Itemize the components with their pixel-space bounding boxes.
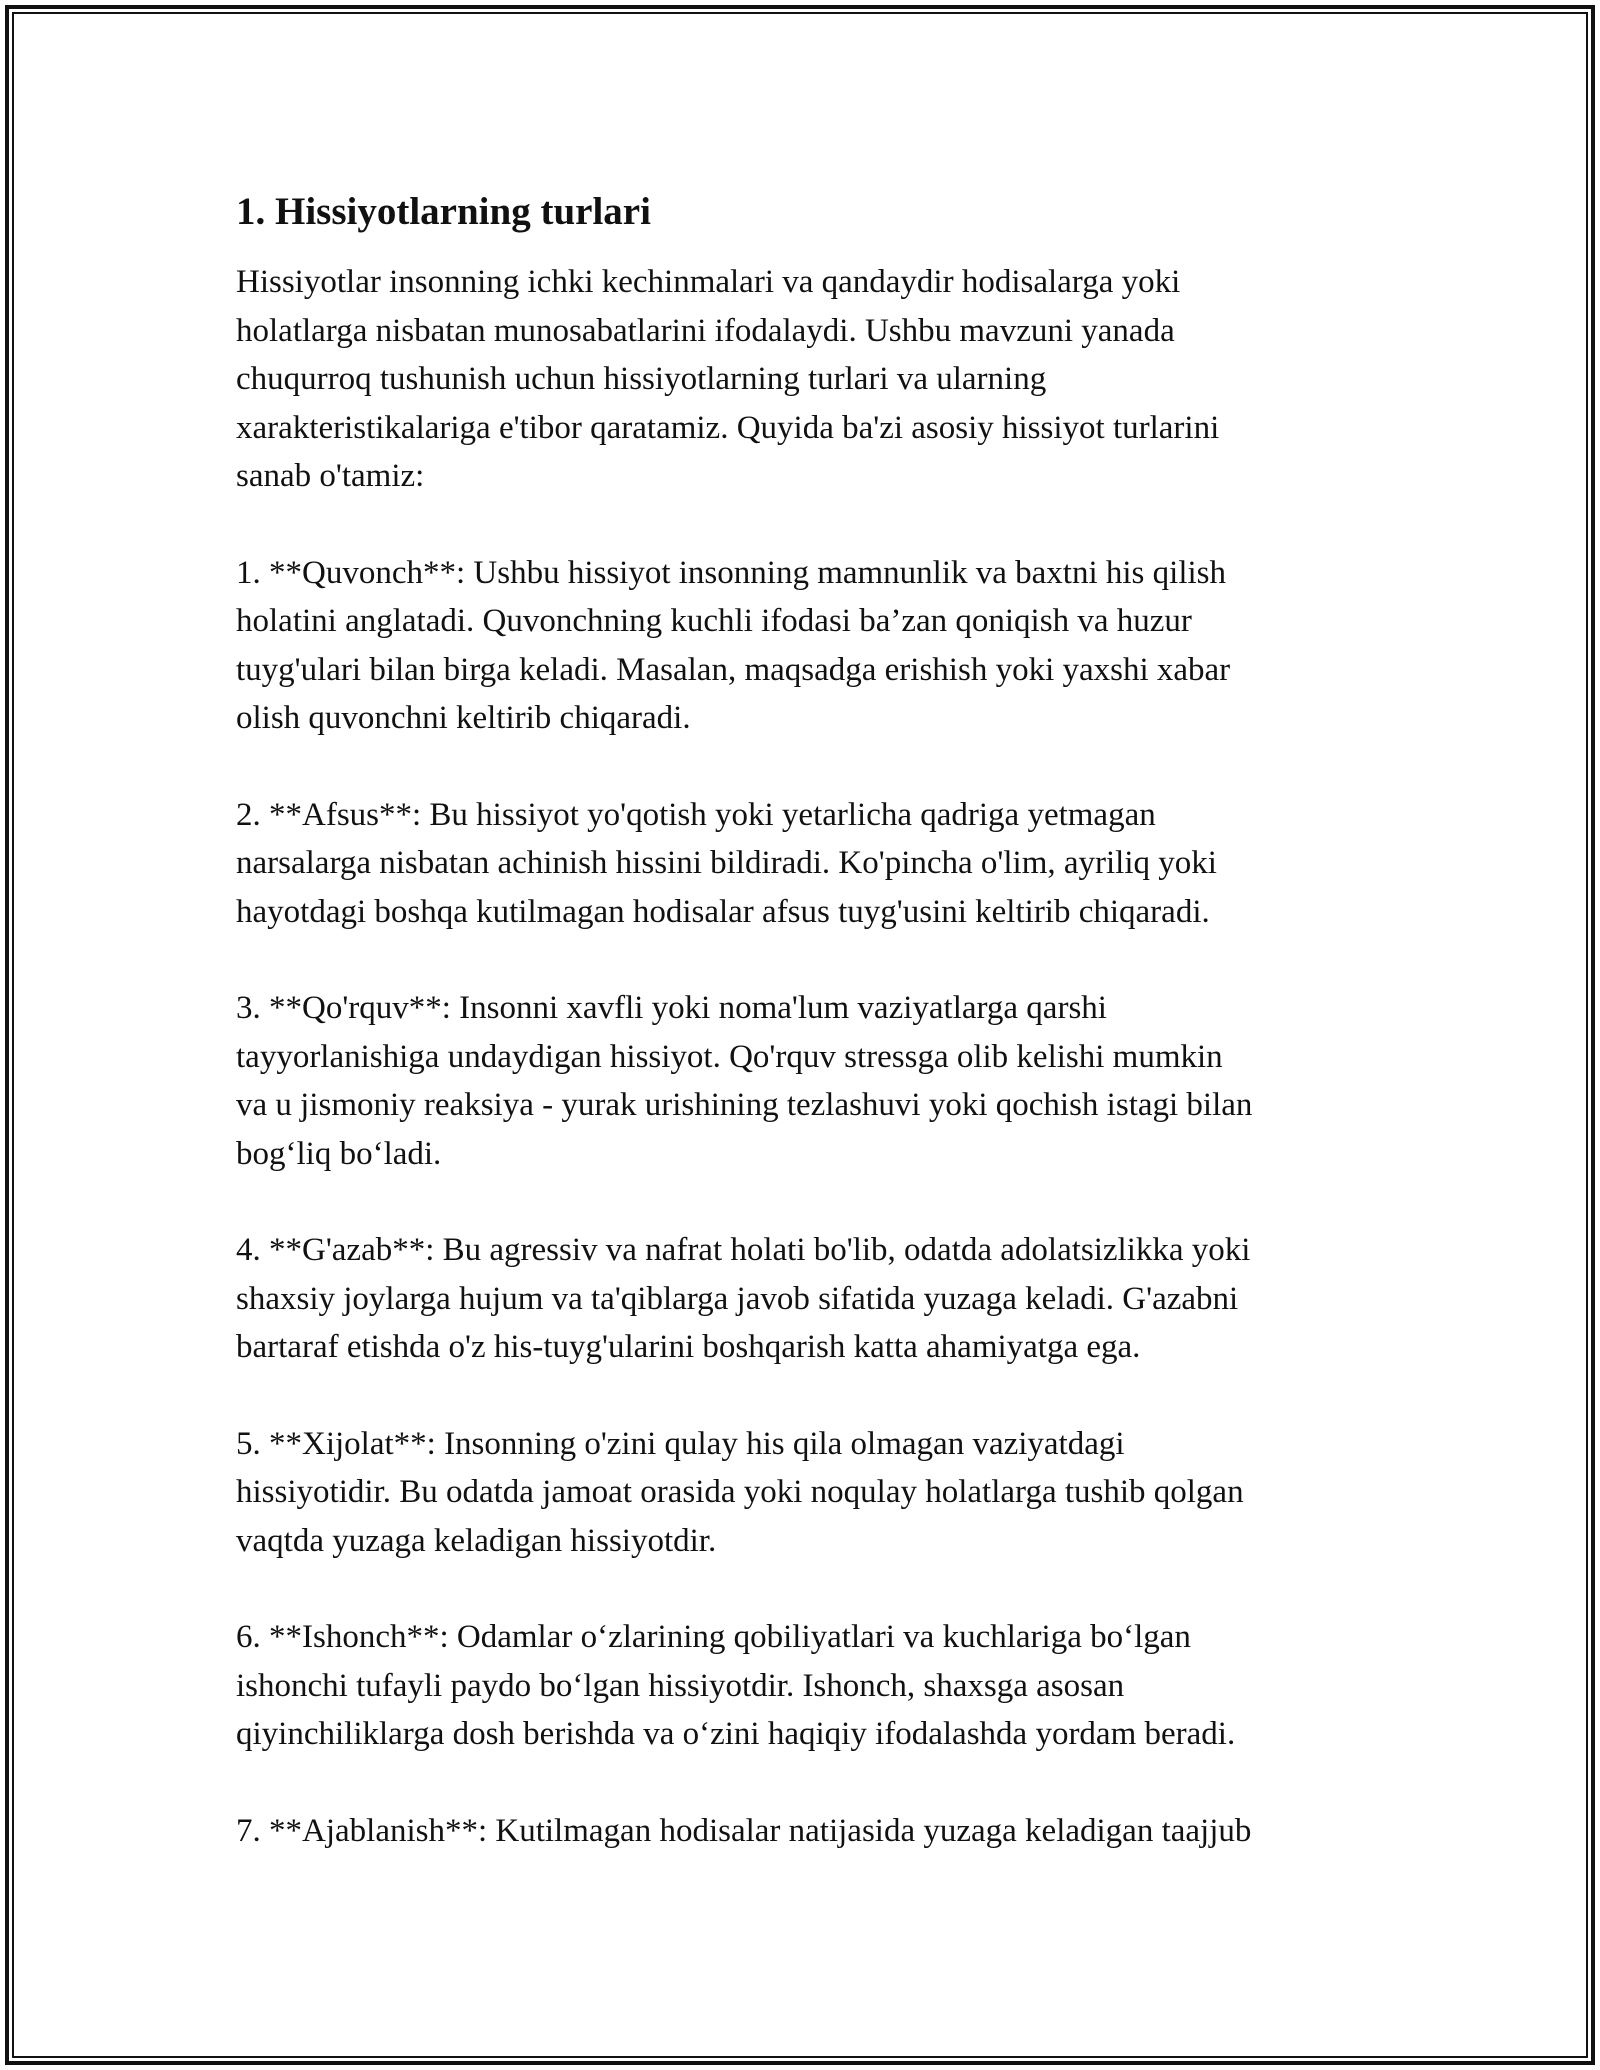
item-afsus: 2. **Afsus**: Bu hissiyot yo'qotish yoki yetarlicha qadriga yetmagan narsalarga nisbatan achinish hissini bildiradi. Ko'pincha o'lim, ayriliq yoki hayotdagi boshqa kutilmagan hodisalar afsus tuyg'usini keltirib chiqaradi. [236,796,1217,930]
item-gazab: 4. **G'azab**: Bu agressiv va nafrat holati bo'lib, odatda adolatsizlikka yoki shaxsiy joylarga hujum va ta'qiblarga javob sifatida yuzaga keladi. G'azabni bartaraf etishda o'z his-tuyg'ularini boshqarish katta ahamiyatga ega. [236,1232,1251,1365]
item-quvonch: 1. **Quvonch**: Ushbu hissiyot insonning mamnunlik va baxtni his qilish holatini anglatadi. Quvonchning kuchli ifodasi ba’zan qoniqish va huzur tuyg'ulari bilan birga keladi. Masalan, maqsadga erishish yoki yaxshi xabar olish quvonchni keltirib chiqaradi. [236,554,1231,736]
item-ajablanish: 7. **Ajablanish**: Kutilmagan hodisalar natijasida yuzaga keladigan taajjub [236,1812,1252,1849]
intro-paragraph: Hissiyotlar insonning ichki kechinmalari va qandaydir hodisalarga yoki holatlarga nisbatan munosabatlarini ifodalaydi. Ushbu mavzuni yanada chuqurroq tushunish uchun hissiyotlarning turlari va ularning xarakteristikalariga e'tibor qaratamiz. Quyida ba'zi asosiy hissiyot turlarini sanab o'tamiz: [236,264,1220,494]
document-body [236,188,1386,1903]
item-xijolat: 5. **Xijolat**: Insonning o'zini qulay his qila olmagan vaziyatdagi hissiyotidir. Bu odatda jamoat orasida yoki noqulay holatlarga tushib qolgan vaqtda yuzaga keladigan hissiyotdir. [236,1425,1244,1559]
item-ishonch: 6. **Ishonch**: Odamlar o‘zlarining qobiliyatlari va kuchlariga bo‘lgan ishonchi tufayli paydo bo‘lgan hissiyotdir. Ishonch, shaxsga asosan qiyinchiliklarga dosh berishda va o‘zini haqiqiy ifodalashda yordam beradi. [236,1619,1236,1752]
section-heading: 1. Hissiyotlarning turlari [236,190,651,233]
item-qorquv: 3. **Qo'rquv**: Insonni xavfli yoki noma'lum vaziyatlarga qarshi tayyorlanishiga undaydigan hissiyot. Qo'rquv stressga olib kelishi mumkin va u jismoniy reaksiya - yurak urishining tezlashuvi yoki qochish istagi bilan bog‘liq bo‘ladi. [236,990,1253,1172]
